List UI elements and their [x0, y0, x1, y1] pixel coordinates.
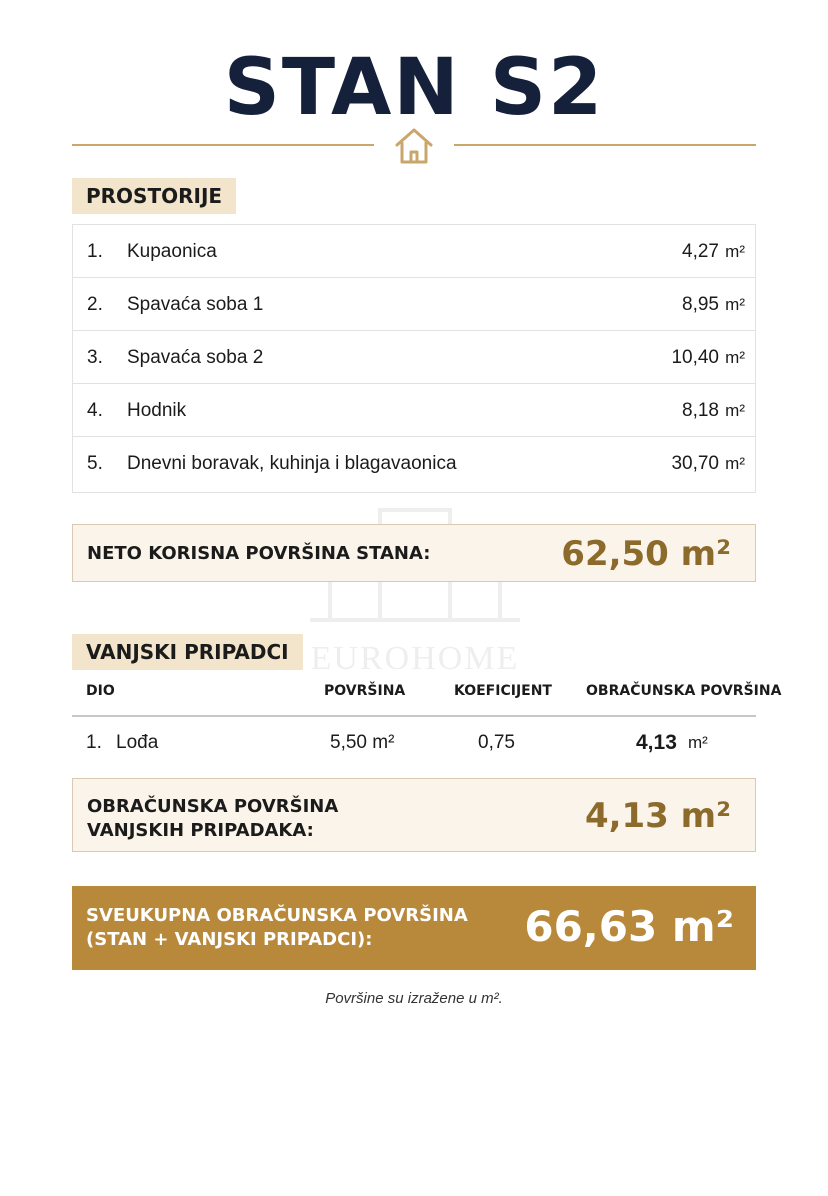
- exterior-total-box: [72, 778, 756, 852]
- grand-total-label-line1: SVEUKUPNA OBRAČUNSKA POVRŠINA: [86, 905, 468, 926]
- room-number: 3.: [87, 347, 103, 368]
- room-name: Kupaonica: [127, 241, 217, 262]
- watermark-text: EUROHOME: [310, 640, 520, 677]
- exterior-area: 5,50 m²: [330, 732, 395, 753]
- header-divider: [72, 715, 756, 717]
- table-row: [73, 278, 755, 331]
- room-area: 30,70: [671, 453, 719, 474]
- rooms-table: [72, 224, 756, 493]
- room-unit: m²: [725, 454, 745, 473]
- exterior-name: Lođa: [116, 732, 159, 753]
- table-row: [73, 437, 755, 492]
- exterior-coefficient: 0,75: [478, 732, 515, 753]
- house-icon: [393, 126, 435, 166]
- room-number: 2.: [87, 294, 103, 315]
- room-area: 4,27: [682, 241, 719, 262]
- room-name: Hodnik: [127, 400, 187, 421]
- grand-total-value: 66,63 m²: [524, 902, 734, 951]
- rooms-section-label: PROSTORIJE: [72, 178, 236, 214]
- room-number: 1.: [87, 241, 103, 262]
- net-area-box: [72, 524, 756, 582]
- title-divider-left: [72, 144, 374, 146]
- grand-total-label-line2: (STAN + VANJSKI PRIPADCI):: [86, 929, 373, 950]
- exterior-calculated-area: 4,13: [636, 731, 677, 754]
- exterior-unit: m²: [688, 733, 708, 752]
- page-title: STAN S2: [223, 43, 605, 133]
- table-row: [73, 225, 755, 278]
- column-header-part: DIO: [86, 683, 115, 699]
- room-unit: m²: [725, 401, 745, 420]
- column-header-coefficient: KOEFICIJENT: [454, 683, 552, 699]
- room-unit: m²: [725, 295, 745, 314]
- column-header-calculated-area: OBRAČUNSKA POVRŠINA: [586, 683, 782, 699]
- room-name: Spavaća soba 2: [127, 347, 264, 368]
- grand-total-box: [72, 886, 756, 970]
- room-name: Spavaća soba 1: [127, 294, 264, 315]
- table-row: [73, 331, 755, 384]
- net-area-value: 62,50 m²: [561, 534, 731, 574]
- table-row: [73, 384, 755, 437]
- room-area: 10,40: [671, 347, 719, 368]
- exterior-section-label: VANJSKI PRIPADCI: [72, 634, 303, 670]
- footnote: Površine su izražene u m².: [325, 990, 503, 1007]
- room-number: 4.: [87, 400, 103, 421]
- exterior-total-value: 4,13 m²: [584, 796, 731, 836]
- room-name: Dnevni boravak, kuhinja i blagavaonica: [127, 453, 457, 474]
- room-area: 8,18: [682, 400, 719, 421]
- room-unit: m²: [725, 348, 745, 367]
- room-number: 5.: [87, 453, 103, 474]
- room-unit: m²: [725, 242, 745, 261]
- column-header-area: POVRŠINA: [324, 683, 406, 699]
- room-area: 8,95: [682, 294, 719, 315]
- net-area-label: NETO KORISNA POVRŠINA STANA:: [87, 543, 431, 564]
- exterior-total-label-line1: OBRAČUNSKA POVRŠINA: [87, 796, 339, 817]
- exterior-number: 1.: [86, 732, 102, 753]
- title-divider-right: [454, 144, 756, 146]
- exterior-total-label-line2: VANJSKIH PRIPADAKA:: [87, 820, 314, 841]
